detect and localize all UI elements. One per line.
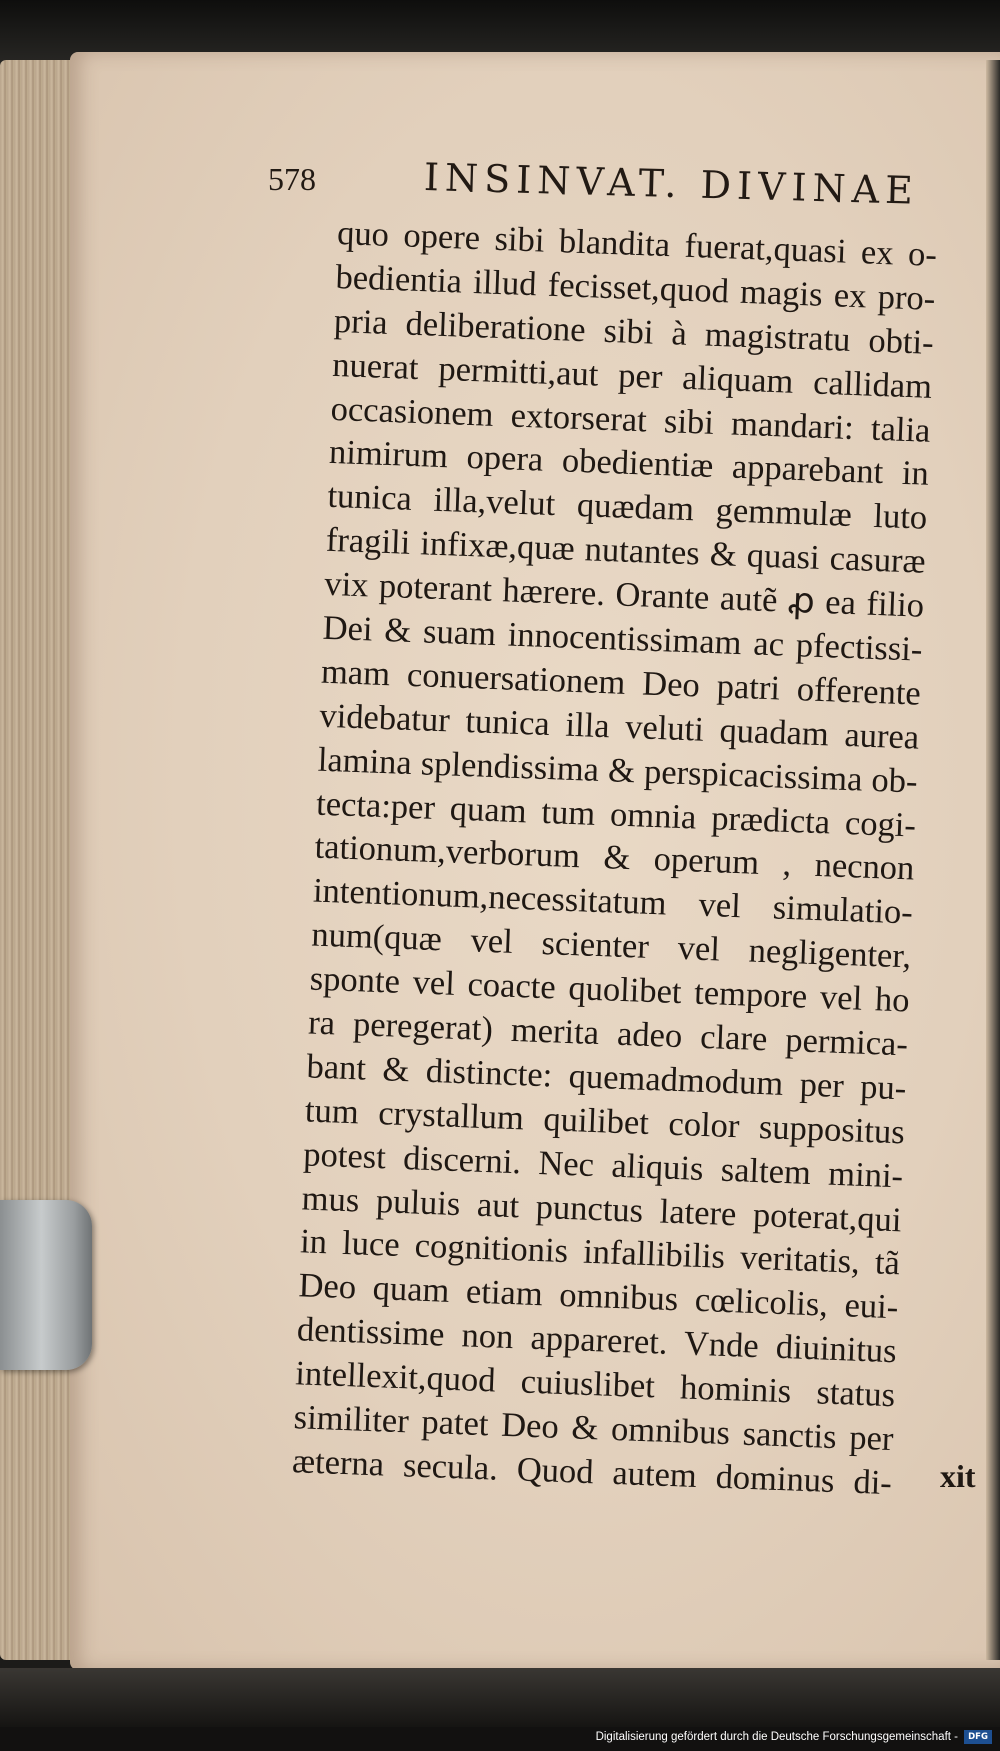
catchword: xit	[940, 1458, 976, 1494]
text-line: num(quæ vel scienter vel negligenter,	[310, 915, 912, 976]
text-line: sponte vel coacte quolibet tempore vel ho	[309, 959, 911, 1020]
body-text	[291, 212, 937, 1506]
text-line: pria deliberatione sibi à magistratu obti-	[333, 301, 935, 362]
text-line: nimirum opera obedientiæ apparebant in	[328, 433, 930, 494]
text-line: lamina splendissima & perspicacissima ob-	[317, 740, 919, 801]
text-line: tecta:per quam tum omnia prædicta cogi-	[315, 784, 917, 845]
text-line: ra peregerat) merita adeo clare permica-	[307, 1003, 909, 1064]
text-line: Deo quam etiam omnibus cœlicolis, eui-	[297, 1266, 899, 1327]
page-number: 578	[268, 161, 316, 197]
text-line: Dei & suam innocentissimam ac pfectissi-	[322, 608, 924, 669]
text-line: tationum,verborum & operum , necnon	[314, 828, 916, 889]
text-line: intellexit,quod cuiuslibet hominis status	[294, 1354, 896, 1415]
page-edges	[0, 60, 80, 1660]
text-line: videbatur tunica illa veluti quadam aurea	[318, 696, 920, 757]
gutter-edge	[986, 60, 1000, 1660]
text-line: æterna secula. Quod autem dominus di-	[291, 1442, 893, 1503]
text-line: tum crystallum quilibet color suppositus	[304, 1091, 906, 1152]
page-header	[268, 155, 948, 215]
text-line: mam conuersationem Deo patri offerente	[320, 652, 922, 713]
footer-credit	[596, 1727, 992, 1747]
text-line: bant & distincte: quemadmodum per pu-	[305, 1047, 907, 1108]
text-line: bedientia illud fecisset,quod magis ex pro-	[334, 257, 936, 318]
text-line: tunica illa,velut quædam gemmulæ luto	[326, 477, 928, 538]
running-title: INSINVAT. DIVINAE	[423, 155, 920, 213]
text-line: similiter patet Deo & omnibus sanctis per	[293, 1398, 895, 1459]
text-line: mus puluis aut punctus latere poterat,qui	[301, 1178, 903, 1239]
text-line: dentissime non appareret. Vnde diuinitus	[296, 1310, 898, 1371]
text-line: fragili infixæ,quæ nutantes & quasi casuræ	[325, 521, 927, 581]
page-clip	[0, 1200, 92, 1370]
text-line: quo opere sibi blandita fuerat,quasi ex o-	[336, 213, 938, 274]
text-line: occasionem extorserat sibi mandari: talia	[330, 389, 932, 450]
text-line: nuerat permitti,aut per aliquam callidam	[331, 345, 933, 406]
bottom-shadow	[0, 1668, 1000, 1728]
text-line: vix poterant hærere. Orante autẽ ꝓ ea filio	[323, 564, 925, 625]
credit-text: Digitalisierung gefördert durch die Deutsche Forschungsgemeinschaft -	[595, 1731, 958, 1743]
text-line: in luce cognitionis infallibilis veritatis, tã	[299, 1222, 901, 1283]
dfg-logo: DFG	[964, 1730, 992, 1744]
text-line: intentionum,necessitatum vel simulatio-	[312, 871, 914, 932]
text-line: potest discerni. Nec aliquis saltem mini-	[302, 1135, 904, 1196]
